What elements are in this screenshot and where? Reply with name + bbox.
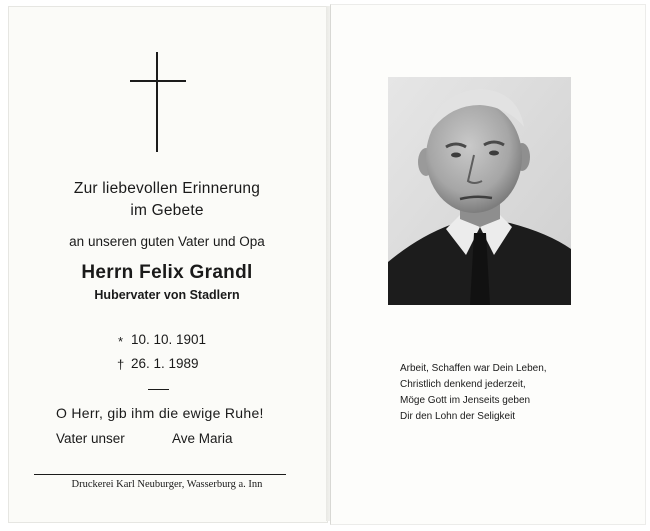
portrait-photo [388, 77, 571, 305]
our-father-text: Vater unser [56, 431, 125, 446]
death-dagger-icon: † [117, 357, 125, 372]
poem-line: Dir den Lohn der Seligkeit [400, 411, 516, 422]
hail-mary-text: Ave Maria [172, 431, 233, 446]
dedication-text: an unseren guten Vater und Opa [69, 234, 265, 249]
birth-date: 10. 10. 1901 [131, 332, 207, 347]
poem-line: Möge Gott im Jenseits geben [400, 395, 531, 406]
deceased-name: Herrn Felix Grandl [81, 262, 253, 283]
poem-line: Arbeit, Schaffen war Dein Leben, [400, 363, 547, 374]
printer-credit: Druckerei Karl Neuburger, Wasserburg a. Inn [71, 479, 263, 490]
printer-divider [34, 474, 286, 475]
prayers-heading: im Gebete [130, 202, 204, 219]
cross-icon-beam [130, 80, 186, 82]
death-date: 26. 1. 1989 [131, 356, 199, 371]
rest-prayer: O Herr, gib ihm die ewige Ruhe! [56, 405, 264, 421]
deceased-title: Hubervater von Stadlern [94, 288, 240, 302]
cross-icon [156, 52, 158, 152]
divider-dash [148, 389, 169, 390]
poem-line: Christlich denkend jederzeit, [400, 379, 526, 390]
birth-star-icon: * [118, 334, 124, 349]
memory-heading: Zur liebevollen Erinnerung [73, 180, 261, 197]
